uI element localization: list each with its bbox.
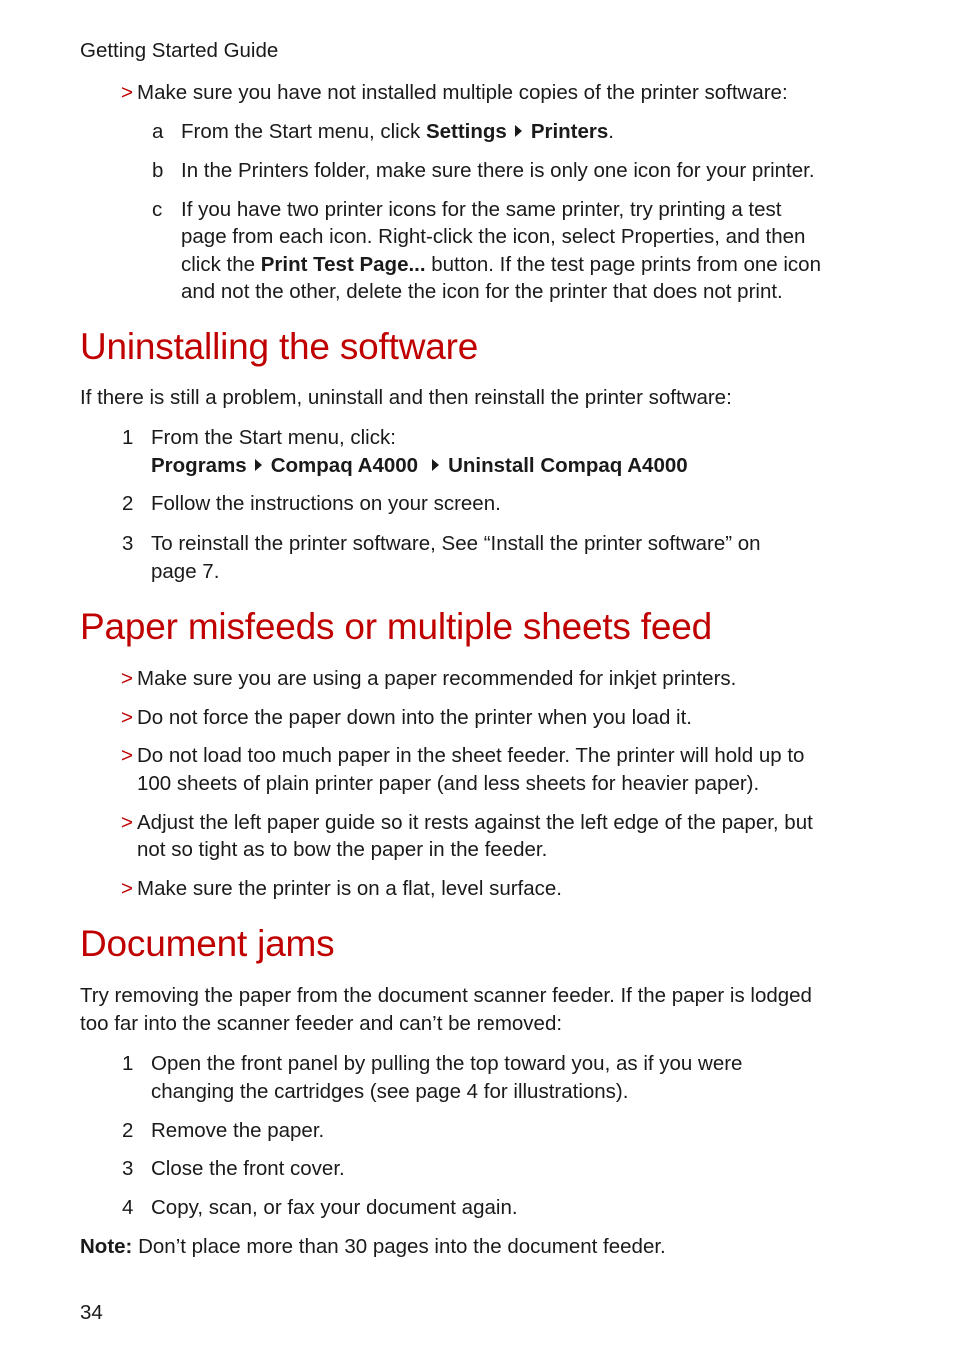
bullet-item-line: 100 sheets of plain printer paper (and less sheets for heavier paper). [137, 772, 760, 795]
menu-path-item: Compaq A4000 [270, 454, 419, 477]
step-marker: c [152, 198, 163, 221]
menu-path-item: Uninstall Compaq A4000 [448, 454, 688, 477]
bullet-item: > Adjust the left paper guide so it rests against the left edge of the paper, but [137, 809, 813, 837]
menu-path [151, 452, 688, 480]
numbered-step: 4 Copy, scan, or fax your document again. [151, 1194, 518, 1222]
step-b: b In the Printers folder, make sure there is only one icon for your printer. [181, 157, 815, 185]
numbered-step: 1 Open the front panel by pulling the top toward you, as if you were [151, 1050, 742, 1078]
section-intro: If there is still a problem, uninstall and then reinstall the printer software: [80, 386, 732, 409]
menu-path-item: Printers [530, 120, 609, 143]
step-number: 4 [122, 1196, 134, 1219]
numbered-step: 1 From the Start menu, click: [151, 424, 396, 452]
step-marker: a [152, 120, 164, 143]
section-intro-line: too far into the scanner feeder and can’t be removed: [80, 1012, 563, 1035]
bullet-item: > Do not force the paper down into the printer when you load it. [137, 704, 692, 732]
note-text: Don’t place more than 30 pages into the document feeder. [132, 1235, 666, 1258]
step-number: 3 [122, 1157, 134, 1180]
numbered-step-line: page 7. [151, 560, 220, 583]
bullet-chevron-icon: > [121, 81, 133, 104]
menu-path-item: Programs [151, 454, 247, 477]
bullet-chevron-icon: > [121, 667, 133, 690]
menu-arrow-icon [515, 125, 522, 137]
page-number: 34 [80, 1301, 103, 1324]
numbered-step: 2 Follow the instructions on your screen. [151, 490, 501, 518]
step-c: c If you have two printer icons for the same printer, try printing a test [181, 196, 781, 224]
step-number: 1 [122, 1052, 134, 1075]
menu-arrow-icon [432, 459, 439, 471]
bullet-item-line: not so tight as to bow the paper in the feeder. [137, 838, 548, 861]
numbered-step: 3 To reinstall the printer software, See “Install the printer software” on [151, 530, 761, 558]
step-a: a From the Start menu, click Settings Printers. [181, 118, 614, 146]
bullet-item: > Make sure the printer is on a flat, level surface. [137, 875, 562, 903]
step-c-line: and not the other, delete the icon for the printer that does not print. [181, 280, 783, 303]
running-header: Getting Started Guide [80, 39, 279, 62]
button-name: Print Test Page... [260, 253, 426, 276]
step-number: 1 [122, 426, 134, 449]
menu-path-item: Settings [425, 120, 507, 143]
step-c-line: click the Print Test Page... button. If the test page prints from one icon [181, 253, 821, 276]
numbered-step-line: changing the cartridges (see page 4 for illustrations). [151, 1080, 629, 1103]
section-intro: Try removing the paper from the document scanner feeder. If the paper is lodged [80, 984, 812, 1007]
note [80, 1233, 666, 1261]
section-heading-misfeeds: Paper misfeeds or multiple sheets feed [80, 606, 713, 647]
bullet-item: > Do not load too much paper in the sheet feeder. The printer will hold up to [137, 742, 804, 770]
bullet-chevron-icon: > [121, 706, 133, 729]
section-heading-jams: Document jams [80, 923, 335, 964]
step-number: 2 [122, 492, 134, 515]
section-heading-uninstall: Uninstalling the software [80, 326, 479, 367]
bullet-item: > Make sure you are using a paper recommended for inkjet printers. [137, 665, 736, 693]
step-number: 2 [122, 1119, 134, 1142]
step-c-line: page from each icon. Right-click the icon, select Properties, and then [181, 225, 806, 248]
menu-arrow-icon [255, 459, 262, 471]
step-marker: b [152, 159, 164, 182]
bullet-chevron-icon: > [121, 744, 133, 767]
bullet-item: > Make sure you have not installed multiple copies of the printer software: [137, 79, 788, 107]
note-label: Note: [80, 1235, 133, 1258]
numbered-step: 2 Remove the paper. [151, 1117, 324, 1145]
step-number: 3 [122, 532, 134, 555]
numbered-step: 3 Close the front cover. [151, 1155, 345, 1183]
bullet-chevron-icon: > [121, 877, 133, 900]
bullet-chevron-icon: > [121, 811, 133, 834]
